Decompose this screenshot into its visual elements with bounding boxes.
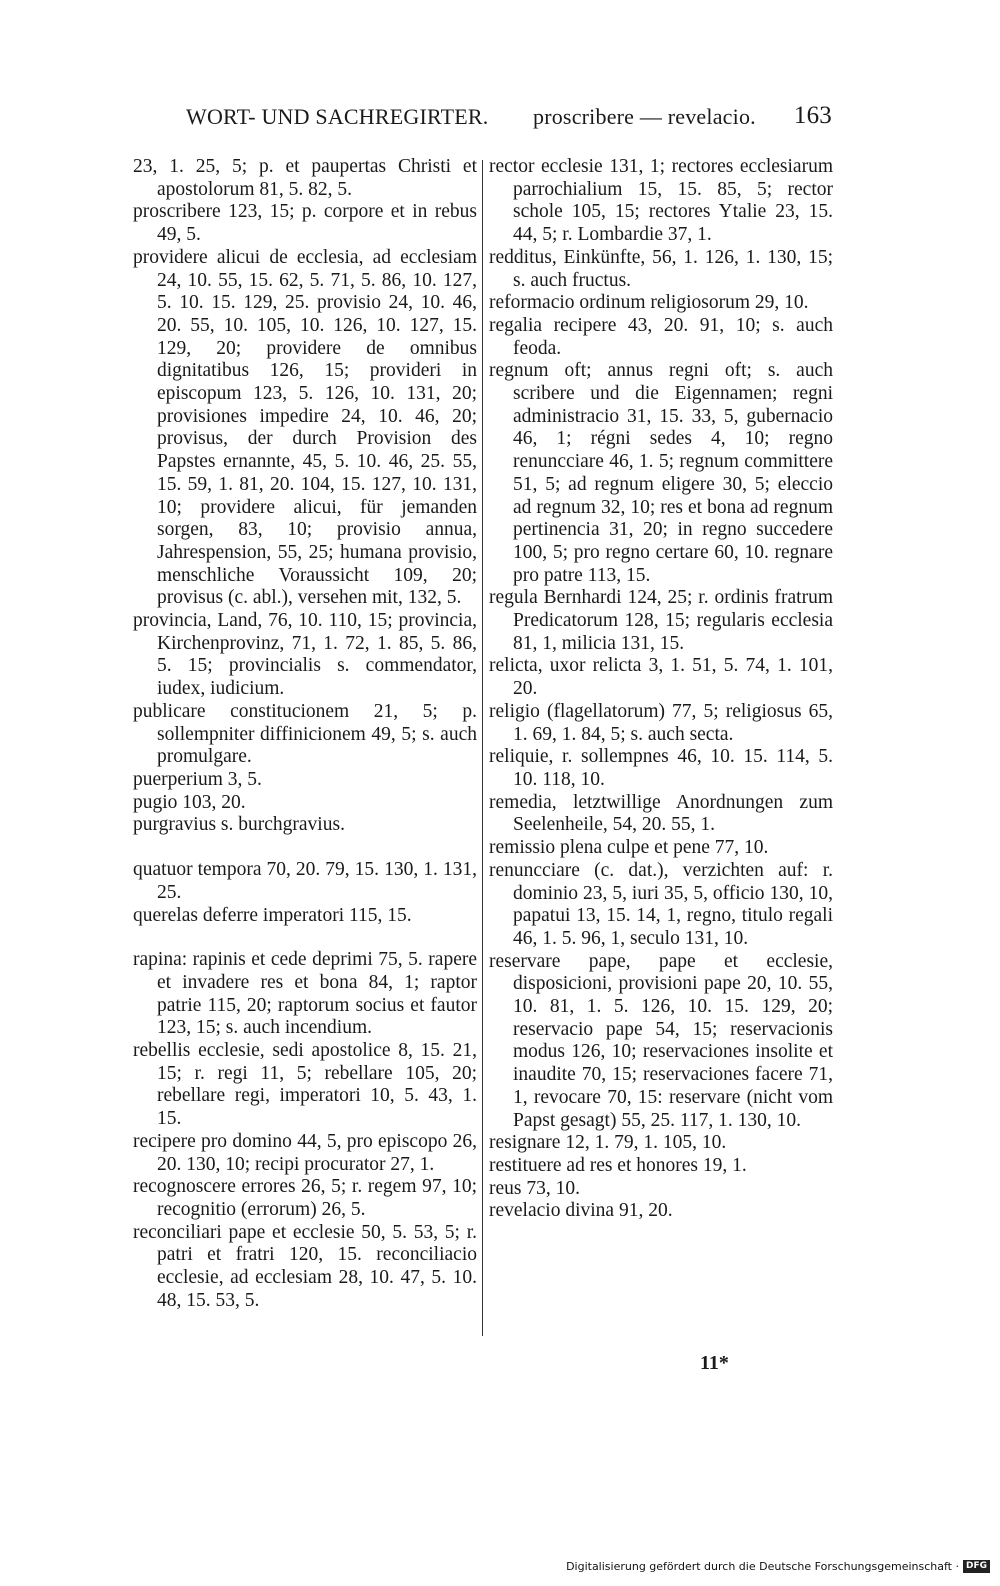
index-entry: regnum oft; annus regni oft; s. auch scribere und die Eigennamen; regni administracio 31, 15. 33, 5, gubernacio 46, 1; régni sedes 4, 10; regno renuncciare 46, 1. 5; regnum committere 51, 5; ad regnum eligere 30, 5; eleccio ad regnum 32, 10; res et bona ad regnum pertinencia 31, 20; in regno succedere 100, 5; pro regno certare 60, 10. regnare pro patre 113, 15. xyxy=(489,360,833,586)
index-entry: publicare constitucionem 21, 5; p. sollempniter diffinicionem 49, 5; s. auch promulgare. xyxy=(133,700,477,768)
index-entry: rector ecclesie 131, 1; rectores ecclesiarum parrochialium 15, 15. 85, 5; rector schole 105, 15; rectores Ytalie 23, 15. 44, 5; r. Lombardie 37, 1. xyxy=(489,156,833,246)
index-entry: remedia, letztwillige Anordnungen zum Seelenheile, 54, 20. 55, 1. xyxy=(489,791,833,836)
index-entry: remissio plena culpe et pene 77, 10. xyxy=(489,837,769,859)
index-entry: reus 73, 10. xyxy=(489,1177,580,1199)
index-entry: pugio 103, 20. xyxy=(133,791,246,813)
index-entry: querelas deferre imperatori 115, 15. xyxy=(133,904,412,926)
index-entry: rapina: rapinis et cede deprimi 75, 5. rapere et invadere res et bona 84, 1; raptor patrie 115, 20; raptorum socius et fautor 123, 15; s. auch incendium. xyxy=(133,949,477,1039)
index-entry: purgravius s. burchgravius. xyxy=(133,814,345,836)
header-range: proscribere — revelacio. xyxy=(533,104,756,129)
page-number: 163 xyxy=(793,102,832,129)
index-entry: quatuor tempora 70, 20. 79, 15. 130, 1. 131, 25. xyxy=(133,859,477,903)
index-entry: reliquie, r. sollempnes 46, 10. 15. 114, 5. 10. 118, 10. xyxy=(489,746,833,790)
index-entry: provincia, Land, 76, 10. 110, 15; provincia, Kirchenprovinz, 71, 1. 72, 1. 85, 5. 86, 5. 15; provincialis s. commendator, iudex, iudicium. xyxy=(133,610,477,700)
right-column xyxy=(489,156,833,1223)
header-title: WORT- UND SACHREGIRTER. xyxy=(186,104,489,129)
index-entry: renuncciare (c. dat.), verzichten auf: r. dominio 23, 5, iuri 35, 5, officio 130, 10, papatui 13, 15. 14, 1, regno, titulo regali 46, 1. 5. 96, 1, seculo 131, 10. xyxy=(489,859,833,949)
footer-text: Digitalisierung gefördert durch die Deutsche Forschungsgemeinschaft · xyxy=(566,1560,959,1573)
index-entry: recognoscere errores 26, 5; r. regem 97, 10; recognitio (errorum) 26, 5. xyxy=(133,1176,477,1220)
index-entry: religio (flagellatorum) 77, 5; religiosus 65, 1. 69, 1. 84, 5; s. auch secta. xyxy=(489,700,833,745)
left-column xyxy=(133,156,477,1312)
signature-mark: 11* xyxy=(700,1352,729,1374)
index-entry: puerperium 3, 5. xyxy=(133,768,262,790)
column-divider xyxy=(482,160,483,1336)
index-entry: regula Bernhardi 124, 25; r. ordinis fratrum Predicatorum 128, 15; regularis ecclesia 81, 1, milicia 131, 15. xyxy=(489,587,833,654)
index-entry: resignare 12, 1. 79, 1. 105, 10. xyxy=(489,1132,727,1154)
index-entry: redditus, Einkünfte, 56, 1. 126, 1. 130, 15; s. auch fructus. xyxy=(489,246,833,291)
dfg-logo-icon: DFG xyxy=(963,1560,990,1573)
index-entry: rebellis ecclesie, sedi apostolice 8, 15. 21, 15; r. regi 11, 5; rebellare 105, 20; rebellare regi, imperatori 10, 5. 43, 1. 15. xyxy=(133,1040,477,1130)
index-entry: providere alicui de ecclesia, ad ecclesiam 24, 10. 55, 15. 62, 5. 71, 5. 86, 10. 127, 5. 10. 15. 129, 25. provisio 24, 10. 46, 20. 55, 10. 105, 10. 126, 10. 127, 15. 129, 20; providere de omnibus dignitatibus 126, 15; provideri in episcopum 123, 5. 126, 10. 131, 20; provisiones impedire 24, 10. 46, 20; provisus, der durch Provision des Papstes ernannte, 45, 5. 10. 46, 25. 55, 15. 59, 1. 81, 20. 104, 15. 127, 10. 131, 10; providere alicui, für jemanden sorgen, 83, 10; provisio annua, Jahrespension, 55, 25; humana provisio, menschliche Voraussicht 109, 20; provisus (c. abl.), versehen mit, 132, 5. xyxy=(133,246,477,609)
index-entry: proscribere 123, 15; p. corpore et in rebus 49, 5. xyxy=(133,201,477,246)
index-entry: reconciliari pape et ecclesie 50, 5. 53, 5; r. patri et fratri 120, 15. reconciliacio ecclesie, ad ecclesiam 28, 10. 47, 5. 10. 48, 15. 53, 5. xyxy=(133,1221,477,1311)
index-entry: reservare pape, pape et ecclesie, disposicioni, provisioni pape 20, 10. 55, 10. 81, 1. 5. 126, 10. 15. 129, 20; reservacio pape 54, 15; reservacionis modus 126, 10; reservaciones insolite et inaudite 70, 15; reservaciones facere 71, 1, revocare 70, 15: reservare (nicht vom Papst gesagt) 55, 25. 117, 1. 130, 10. xyxy=(489,950,833,1131)
index-entry: restituere ad res et honores 19, 1. xyxy=(489,1154,747,1176)
digitization-footer xyxy=(566,1560,990,1573)
index-entry: regalia recipere 43, 20. 91, 10; s. auch feoda. xyxy=(489,314,833,359)
index-entry: 23, 1. 25, 5; p. et paupertas Christi et apostolorum 81, 5. 82, 5. xyxy=(133,156,477,200)
index-entry: recipere pro domino 44, 5, pro episcopo 26, 20. 130, 10; recipi procurator 27, 1. xyxy=(133,1130,477,1175)
index-entry: reformacio ordinum religiosorum 29, 10. xyxy=(489,292,809,314)
index-entry: relicta, uxor relicta 3, 1. 51, 5. 74, 1. 101, 20. xyxy=(489,655,833,700)
index-entry: revelacio divina 91, 20. xyxy=(489,1200,673,1222)
